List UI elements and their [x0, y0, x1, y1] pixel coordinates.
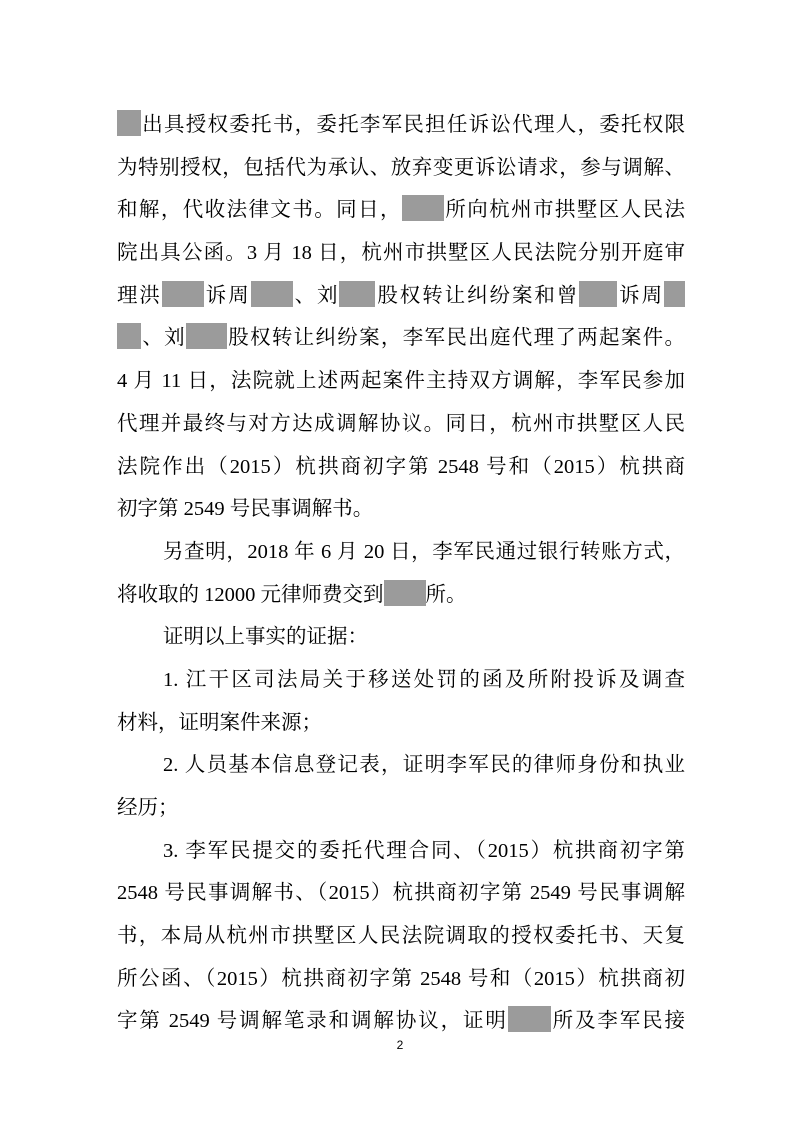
text-line	[117, 574, 685, 617]
line-text: 证明以上事实的证据：	[163, 626, 368, 649]
line-text: 院出具公函。3 月 18 日，杭州市拱墅区人民法院分别开庭审	[117, 242, 685, 265]
line-text: 代理并最终与对方达成调解协议。同日，杭州市拱墅区人民	[117, 412, 685, 435]
text-line	[117, 744, 685, 787]
text-line	[117, 403, 685, 446]
text-line	[117, 446, 685, 489]
redaction-block	[579, 281, 617, 307]
line-text: 诉周	[203, 284, 251, 307]
text-line	[117, 104, 685, 147]
line-text: 、刘	[141, 327, 186, 350]
line-text: 3. 李军民提交的委托代理合同、（2015）杭拱商初字第	[163, 839, 685, 862]
text-line	[117, 232, 685, 275]
text-line	[117, 147, 685, 190]
line-text: 2. 人员基本信息登记表，证明李军民的律师身份和执业	[163, 754, 685, 777]
line-text: 出具授权委托书，委托李军民担任诉讼代理人，委托权限	[141, 114, 685, 136]
line-text: 为特别授权，包括代为承认、放弃变更诉讼请求，参与调解、	[117, 156, 685, 179]
line-text: 所公函、（2015）杭拱商初字第 2548 号和（2015）杭拱商初	[117, 967, 685, 990]
text-line	[117, 488, 685, 531]
text-line	[117, 702, 685, 745]
line-text: 书，本局从杭州市拱墅区人民法院调取的授权委托书、天复	[117, 925, 685, 948]
text-line	[117, 531, 685, 574]
line-text: 材料，证明案件来源；	[117, 711, 322, 734]
line-text: 股权转让纠纷案和曾	[375, 284, 580, 307]
line-text: 将收取的 12000 元律师费交到	[117, 583, 384, 606]
line-text: 、刘	[292, 284, 340, 307]
text-line	[117, 659, 685, 702]
text-line	[117, 317, 685, 360]
line-text: 另查明，2018 年 6 月 20 日，李军民通过银行转账方式，	[163, 540, 685, 563]
line-text: 1. 江干区司法局关于移送处罚的函及所附投诉及调查	[163, 668, 685, 691]
redaction-block	[117, 323, 141, 349]
text-line	[117, 915, 685, 958]
text-line	[117, 787, 685, 830]
line-text: 所及李军民接	[550, 1010, 685, 1033]
text-line	[117, 958, 685, 1001]
text-line	[117, 616, 685, 659]
line-text: 理洪	[117, 284, 162, 307]
redaction-block	[664, 281, 685, 307]
line-text: 股权转让纠纷案，李军民出庭代理了两起案件。	[226, 327, 685, 350]
line-text: 4 月 11 日，法院就上述两起案件主持双方调解，李军民参加	[117, 370, 685, 393]
redaction-block	[339, 281, 375, 307]
line-text: 字第 2549 号调解笔录和调解协议，证明	[117, 1010, 508, 1033]
redaction-block	[162, 281, 204, 307]
text-line	[117, 830, 685, 873]
line-text: 所。	[425, 583, 467, 606]
line-text: 法院作出（2015）杭拱商初字第 2548 号和（2015）杭拱商	[117, 455, 685, 478]
line-text: 经历；	[117, 797, 179, 819]
page-number: 2	[396, 1038, 404, 1052]
redaction-block	[384, 580, 426, 606]
text-line	[117, 872, 685, 915]
redaction-block	[402, 195, 444, 221]
text-line	[117, 189, 685, 232]
redaction-block	[251, 281, 293, 307]
text-line	[117, 360, 685, 403]
redaction-block	[186, 323, 227, 349]
line-text: 2548 号民事调解书、（2015）杭拱商初字第 2549 号民事调解	[117, 882, 685, 905]
line-text: 所向杭州市拱墅区人民法	[443, 199, 685, 222]
redaction-block	[508, 1006, 551, 1032]
line-text: 和解，代收法律文书。同日，	[117, 199, 402, 222]
redaction-block	[117, 110, 141, 136]
line-text: 诉周	[617, 284, 665, 307]
document-body	[117, 104, 685, 1043]
line-text: 初字第 2549 号民事调解书。	[117, 498, 374, 521]
text-line	[117, 275, 685, 318]
